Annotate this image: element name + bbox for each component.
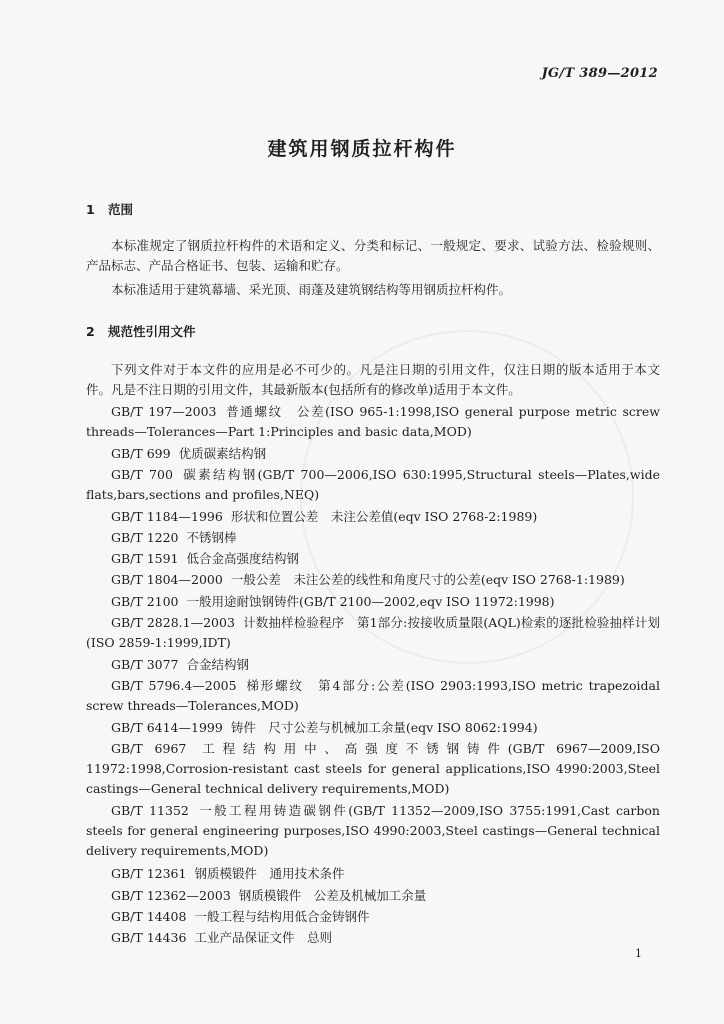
reference-text: 一般用途耐蚀钢铸件(GB/T 2100—2002,eqv ISO 11972:1998) — [186, 594, 555, 609]
paragraph: 下列文件对于本文件的应用是必不可少的。凡是注日期的引用文件，仅注日期的版本适用于本文件。凡是不注日期的引用文件，其最新版本(包括所有的修改单)适用于本文件。 — [86, 362, 660, 397]
reference-code: GB/T 1591 — [111, 551, 179, 566]
standard-code: JG/T 389—2012 — [541, 66, 658, 81]
reference-code: GB/T 1804—2000 — [111, 572, 223, 587]
reference-item — [86, 801, 660, 861]
reference-code: GB/T 2100 — [111, 594, 179, 609]
reference-text: 钢质模锻件 通用技术条件 — [194, 866, 345, 881]
reference-text: 合金结构钢 — [186, 657, 250, 672]
reference-text: 形状和位置公差 未注公差值(eqv ISO 2768-2:1989) — [230, 509, 538, 524]
paragraph: 本标准适用于建筑幕墙、采光顶、雨蓬及建筑钢结构等用钢质拉杆构件。 — [111, 282, 512, 297]
document-title: 建筑用钢质拉杆构件 — [267, 138, 457, 160]
reference-text: 一般公差 未注公差的线性和角度尺寸的公差(eqv ISO 2768-1:1989) — [230, 572, 625, 587]
reference-code: GB/T 700 — [111, 467, 173, 482]
reference-code: GB/T 1220 — [111, 530, 179, 545]
reference-item — [86, 528, 660, 548]
reference-text: 钢质模锻件 公差及机械加工余量 — [238, 888, 427, 903]
reference-code: GB/T 11352 — [111, 803, 189, 818]
reference-text: 低合金高强度结构钢 — [186, 551, 300, 566]
reference-item — [86, 907, 660, 927]
reference-code: GB/T 3077 — [111, 657, 179, 672]
reference-text: 一般工程用铸造碳钢件(GB/T 11352—2009,ISO 3755:1991,Cast carbon steels for general engineering purposes,ISO 4990:2003,Steel castings—General technical delivery requirements,MOD) — [86, 803, 660, 858]
reference-item — [86, 718, 660, 738]
reference-item — [86, 739, 660, 799]
reference-code: GB/T 699 — [111, 446, 171, 461]
reference-code: GB/T 12361 — [111, 866, 187, 881]
section-title: 规范性引用文件 — [108, 324, 196, 339]
section-number: 1 — [86, 202, 95, 217]
reference-code: GB/T 5796.4—2005 — [111, 678, 237, 693]
reference-item — [86, 676, 660, 716]
reference-item — [86, 928, 660, 948]
reference-item — [86, 864, 660, 884]
reference-text: 铸件 尺寸公差与机械加工余量(eqv ISO 8062:1994) — [230, 720, 538, 735]
reference-text: 一般工程与结构用低合金铸钢件 — [194, 909, 370, 924]
reference-text: 不锈钢棒 — [186, 530, 237, 545]
paragraph: 本标准规定了钢质拉杆构件的术语和定义、分类和标记、一般规定、要求、试验方法、检验规则、产品标志、产品合格证书、包装、运输和贮存。 — [86, 238, 660, 273]
reference-item — [86, 613, 660, 653]
reference-code: GB/T 14436 — [111, 930, 187, 945]
reference-code: GB/T 14408 — [111, 909, 187, 924]
reference-code: GB/T 2828.1—2003 — [111, 615, 235, 630]
reference-item — [86, 655, 660, 675]
reference-item — [86, 592, 660, 612]
reference-item — [86, 886, 660, 906]
reference-text: 优质碳素结构钢 — [178, 446, 267, 461]
reference-code: GB/T 6967 — [111, 741, 187, 756]
section-heading-scope — [86, 200, 133, 218]
section-title: 范围 — [108, 202, 134, 217]
reference-item — [86, 507, 660, 527]
reference-text: 碳素结构钢(GB/T 700—2006,ISO 630:1995,Structural steels—Plates,wide flats,bars,sections and profiles,NEQ) — [86, 467, 660, 502]
reference-item — [86, 549, 660, 569]
reference-item — [86, 465, 660, 505]
reference-item — [86, 402, 660, 442]
reference-item — [86, 444, 660, 464]
page-number: 1 — [635, 947, 642, 960]
section-heading-normative-references — [86, 322, 196, 340]
reference-code: GB/T 6414—1999 — [111, 720, 223, 735]
reference-text: 计数抽样检验程序 第1部分:按接收质量限(AQL)检索的逐批检验抽样计划(ISO 2859-1:1999,IDT) — [86, 615, 660, 650]
reference-text: 普通螺纹 公差(ISO 965-1:1998,ISO general purpose metric screw threads—Tolerances—Part 1:Principles and basic data,MOD) — [86, 404, 660, 439]
reference-text: 梯形螺纹 第4部分:公差(ISO 2903:1993,ISO metric trapezoidal screw threads—Tolerances,MOD) — [86, 678, 660, 713]
reference-text: 工程结构用中、高强度不锈钢铸件(GB/T 6967—2009,ISO 11972:1998,Corrosion-resistant cast steels for general applications,ISO 4990:2003,Steel castings—General technical delivery requirements,MOD) — [86, 741, 660, 796]
reference-code: GB/T 1184—1996 — [111, 509, 223, 524]
reference-text: 工业产品保证文件 总则 — [194, 930, 332, 945]
section-number: 2 — [86, 324, 95, 339]
reference-item — [86, 570, 660, 590]
reference-code: GB/T 197—2003 — [111, 404, 217, 419]
reference-code: GB/T 12362—2003 — [111, 888, 231, 903]
